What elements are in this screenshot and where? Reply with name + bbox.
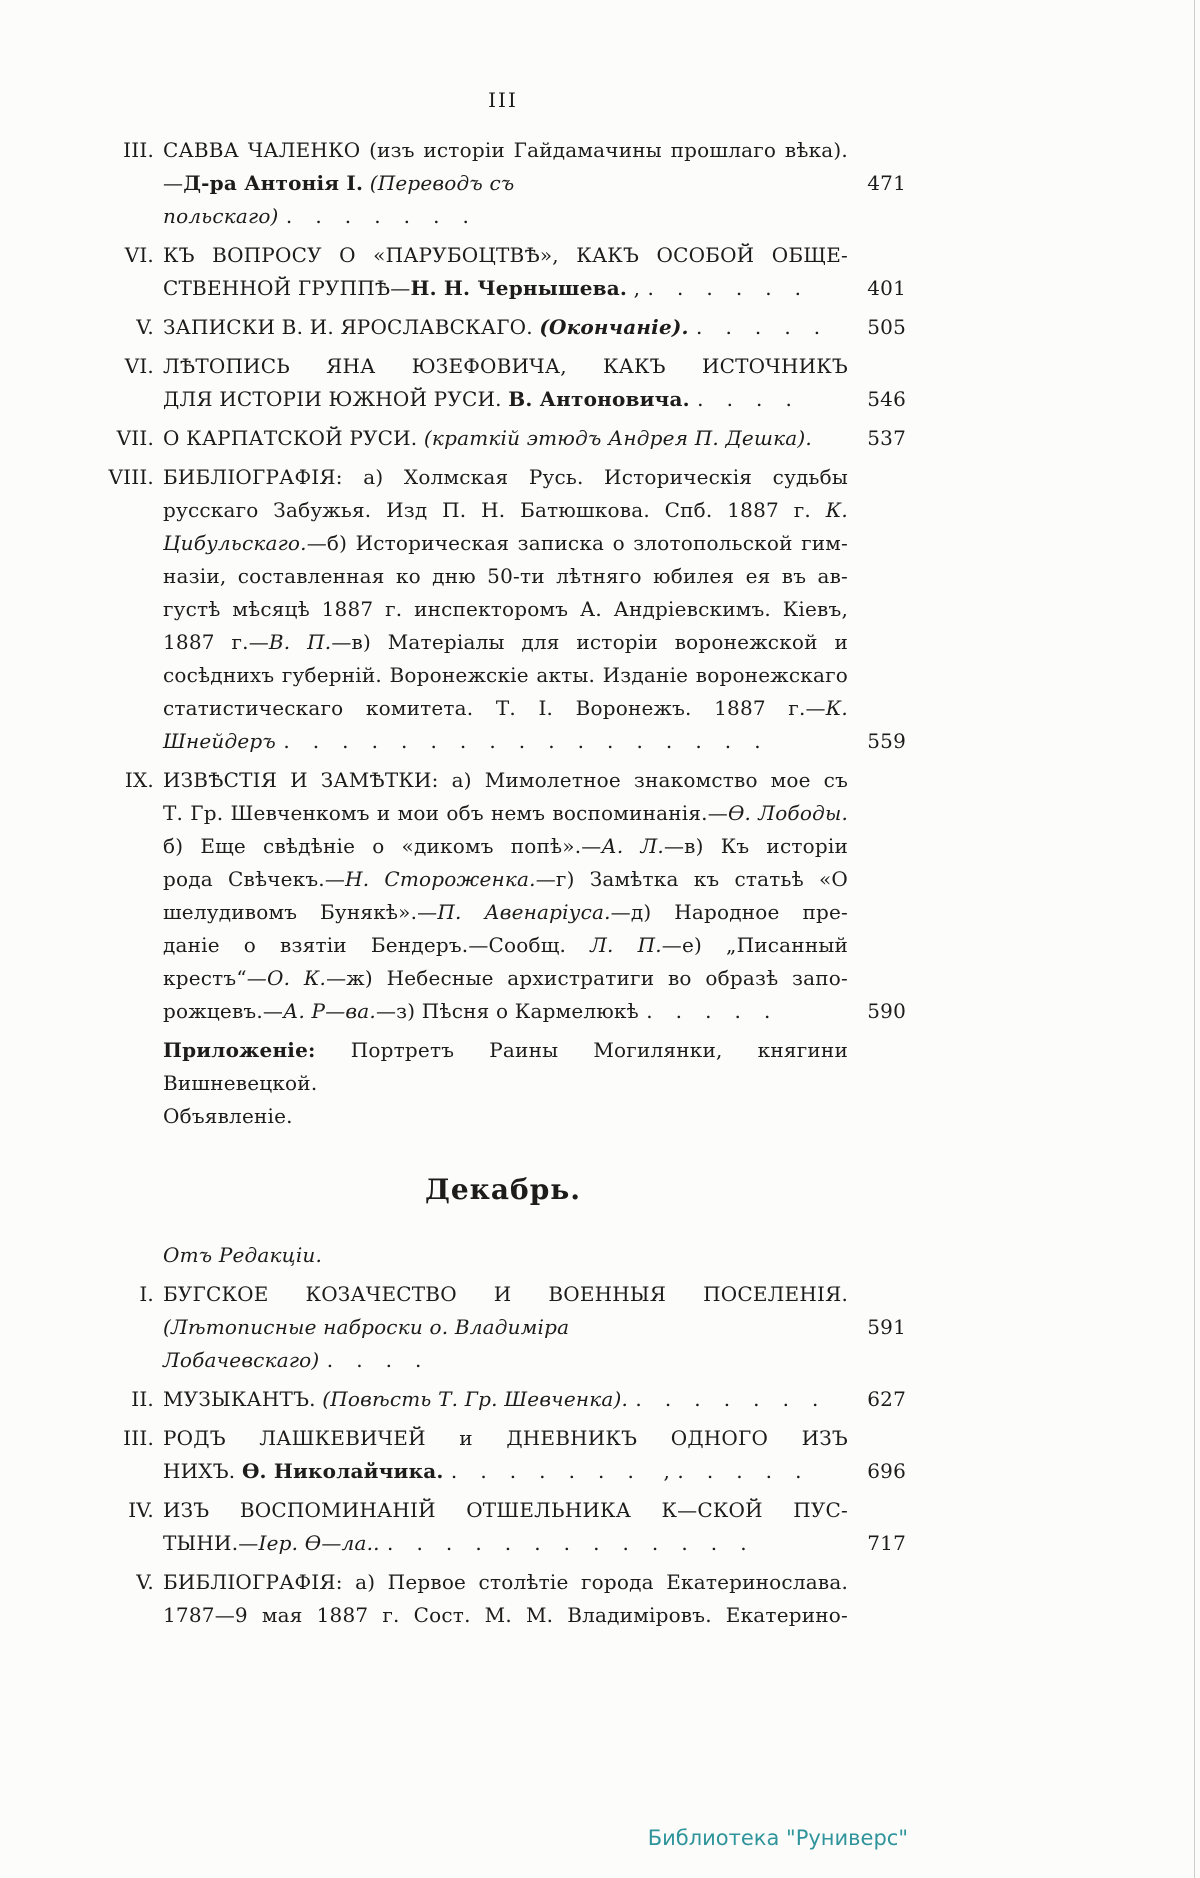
text-segment: Іер. Ѳ—ла.. (258, 1531, 380, 1555)
entry-page-number: 627 (867, 1387, 906, 1411)
toc-line (163, 134, 848, 167)
toc-line (163, 167, 906, 233)
toc-line (163, 962, 848, 995)
text-segment: К. (825, 696, 848, 720)
dot-leader: . . . . . (670, 1459, 825, 1483)
toc-line (163, 272, 906, 305)
toc-line (163, 764, 848, 797)
toc-line-text (163, 863, 848, 896)
dot-leader: . . . . . . (640, 276, 825, 300)
toc-line-text (163, 797, 848, 830)
text-segment: БИБЛІОГРАФІЯ: а) Холмская Русь. Историческія судьбы (163, 465, 848, 489)
text-segment: —б) Историческая записка о злотопольской гим- (306, 531, 848, 555)
toc-line (163, 494, 848, 527)
text-segment: сосѣднихъ губерній. Воронежскіе акты. Изданіе воронежскаго (163, 663, 848, 687)
text-segment: (Повѣсть Т. Гр. Шевченка). (322, 1387, 629, 1411)
text-segment: Отъ Редакціи. (163, 1243, 323, 1267)
toc-entry (100, 134, 906, 233)
toc-line-text (163, 239, 848, 272)
text-segment: , (627, 276, 641, 300)
toc-line-text (163, 593, 848, 626)
text-segment: б) Еще свѣдѣніе о «дикомъ попѣ».— (163, 834, 602, 858)
text-segment: САВВА ЧАЛЕНКО (изъ исторіи Гайдамачины прошлаго вѣка). (163, 138, 848, 162)
text-segment: КЪ ВОПРОСУ О «ПАРУБОЦТВѢ», КАКЪ ОСОБОЙ ОБЩЕ- (163, 243, 848, 267)
page-number: III (488, 88, 518, 112)
text-segment: Л. П. (590, 933, 662, 957)
dot-leader: . . . . (689, 387, 815, 411)
toc-line (163, 311, 906, 344)
text-segment: БУГСКОЕ КОЗАЧЕСТВО И ВОЕННЫЯ ПОСЕЛЕНІЯ. (163, 1282, 848, 1306)
toc-line (163, 1383, 906, 1416)
text-segment: русскаго Забужья. Изд П. Н. Батюшкова. Спб. 1887 г. (163, 498, 826, 522)
text-segment: К. (825, 498, 848, 522)
toc-entry (100, 1494, 906, 1560)
text-segment: Шнейдеръ (163, 729, 276, 753)
text-segment: — (163, 171, 184, 195)
text-segment: ДЛЯ ИСТОРІИ ЮЖНОЙ РУСИ. (163, 387, 509, 411)
entry-page-number: 537 (867, 426, 906, 450)
entry-roman-numeral: II. (131, 1387, 154, 1411)
toc-line-text (163, 134, 848, 167)
toc-entry (100, 311, 906, 344)
toc-line-text (163, 995, 848, 1028)
toc-entry (100, 1034, 906, 1133)
toc-line-text (163, 1383, 848, 1416)
text-segment: Приложеніе: (163, 1038, 316, 1062)
text-segment: Портретъ Раины Могилянки, княгини Вишневецкой. (163, 1038, 848, 1095)
toc-entry (100, 1566, 906, 1632)
toc-line-text (163, 1278, 848, 1311)
toc-line-text (163, 422, 848, 455)
toc-line (163, 797, 848, 830)
text-segment: Д-ра Антонія I. (183, 171, 364, 195)
toc-line-text (163, 350, 848, 383)
toc-line (163, 626, 848, 659)
entry-roman-numeral: VI. (124, 243, 154, 267)
entry-roman-numeral: VIII. (108, 465, 154, 489)
text-segment: Н. Н. Чернышева. (410, 276, 628, 300)
text-segment: —г) Замѣтка къ статьѣ «О (535, 867, 848, 891)
text-segment: РОДЪ ЛАШКЕВИЧЕЙ и ДНЕВНИКЪ ОДНОГО ИЗЪ (163, 1426, 848, 1450)
toc-line-text (163, 1494, 848, 1527)
text-segment: О. К. (266, 966, 327, 990)
toc-line (163, 1494, 848, 1527)
toc-line (163, 560, 848, 593)
dot-leader: . . . . . . . . . . . . . (379, 1531, 770, 1555)
text-segment: шелудивомъ Бунякѣ».— (163, 900, 438, 924)
toc-entry (100, 422, 906, 455)
text-segment: МУЗЫКАНТЪ. (163, 1387, 323, 1411)
dot-leader: . . . . . . . (278, 204, 492, 228)
toc-line-text (163, 1239, 848, 1272)
toc-line (163, 1599, 848, 1632)
entry-roman-numeral: VI. (124, 354, 154, 378)
toc-line-text (163, 461, 848, 494)
toc-line-text (163, 311, 848, 344)
toc-line-text (163, 167, 848, 233)
toc-entry (100, 1278, 906, 1377)
table-of-contents (100, 134, 906, 1632)
toc-line (163, 1100, 848, 1133)
toc-line (163, 239, 848, 272)
toc-line (163, 1239, 848, 1272)
toc-entry (100, 461, 906, 758)
toc-line-text (163, 692, 848, 725)
toc-line-text (163, 626, 848, 659)
text-segment: НИХЪ. (163, 1459, 242, 1483)
toc-line (163, 995, 906, 1028)
entry-page-number: 546 (867, 387, 906, 411)
toc-line-text (163, 1422, 848, 1455)
toc-line (163, 1422, 848, 1455)
text-segment: (краткій этюдъ Андрея П. Дешка). (423, 426, 812, 450)
toc-line-text (163, 1100, 848, 1133)
toc-entry (100, 350, 906, 416)
text-segment: —з) Пѣсня о Кармелюкѣ (375, 999, 639, 1023)
toc-line (163, 692, 848, 725)
toc-line (163, 1034, 848, 1100)
text-segment: ИЗВѢСТІЯ И ЗАМѢТКИ: а) Мимолетное знакомство мое съ (163, 768, 848, 792)
toc-line (163, 593, 848, 626)
scan-edge-artifact (1194, 0, 1195, 1878)
toc-entry (100, 239, 906, 305)
toc-line-text (163, 896, 848, 929)
entry-page-number: 505 (867, 315, 906, 339)
text-segment: —д) Народное пре- (610, 900, 848, 924)
text-segment: ИЗЪ ВОСПОМИНАНІЙ ОТШЕЛЬНИКА К—СКОЙ ПУС- (163, 1498, 848, 1522)
toc-line-text (163, 383, 848, 416)
text-segment: ЗАПИСКИ В. И. ЯРОСЛАВСКАГО. (163, 315, 540, 339)
text-segment: В. Антоновича. (508, 387, 690, 411)
toc-line-text (163, 272, 848, 305)
text-segment: 1787—9 мая 1887 г. Сост. М. М. Владиміровъ. Екатерино- (163, 1603, 848, 1627)
toc-line-text (163, 1599, 848, 1632)
entry-roman-numeral: V. (136, 1570, 154, 1594)
toc-line-text (163, 494, 848, 527)
toc-line-text (163, 764, 848, 797)
entry-roman-numeral: IX. (124, 768, 154, 792)
entry-roman-numeral: VII. (116, 426, 154, 450)
text-segment: рода Свѣчекъ.— (163, 867, 346, 891)
toc-line-text (163, 659, 848, 692)
text-segment: (Лѣтописные наброски о. Владиміра Лобачевскаго) (163, 1315, 570, 1372)
toc-line-text (163, 560, 848, 593)
toc-line-text (163, 929, 848, 962)
toc-line (163, 896, 848, 929)
entry-roman-numeral: III. (123, 1426, 154, 1450)
dot-leader: . . . . . . . . . . . . . . . . . (275, 729, 784, 753)
text-segment: А. Р—ва. (283, 999, 376, 1023)
section-heading: Декабрь. (424, 1173, 582, 1206)
entry-page-number: 471 (867, 171, 906, 195)
toc-line (163, 350, 848, 383)
toc-line (163, 1311, 906, 1377)
toc-line (163, 863, 848, 896)
entry-roman-numeral: IV. (128, 1498, 154, 1522)
text-segment: —в) Матеріалы для исторіи воронежской и (331, 630, 848, 654)
toc-entry (100, 1383, 906, 1416)
toc-entry (100, 1422, 906, 1488)
toc-line-text (163, 1527, 848, 1560)
text-segment: , (656, 1459, 671, 1483)
toc-line (163, 383, 906, 416)
text-segment: назіи, составленная ко дню 50-ти лѣтняго юбилея ея въ ав- (163, 564, 848, 588)
text-segment: даніе о взятіи Бендеръ.—Сообщ. (163, 933, 591, 957)
entry-page-number: 696 (867, 1459, 906, 1483)
text-segment: рожцевъ.— (163, 999, 284, 1023)
toc-line (163, 830, 848, 863)
toc-line-text (163, 527, 848, 560)
entry-roman-numeral: V. (136, 315, 154, 339)
text-segment: О КАРПАТСКОЙ РУСИ. (163, 426, 424, 450)
text-segment: (Окончаніе). (539, 315, 689, 339)
text-segment: густѣ мѣсяцѣ 1887 г. инспекторомъ А. Андріевскимъ. Кіевъ, (163, 597, 848, 621)
text-segment: СТВЕННОЙ ГРУППѢ— (163, 276, 411, 300)
text-segment: А. Л. (601, 834, 664, 858)
text-segment: Цибульскаго. (163, 531, 307, 555)
toc-line-text (163, 830, 848, 863)
text-segment: (Переводъ съ польскаго) (163, 171, 515, 228)
text-segment: ТЫНИ.— (163, 1531, 259, 1555)
text-segment: 1887 г.— (163, 630, 269, 654)
toc-line (163, 659, 848, 692)
text-segment: Т. Гр. Шевченкомъ и мои объ немъ воспоминанія.— (163, 801, 728, 825)
toc-line-text (163, 1455, 848, 1488)
toc-line (163, 1527, 906, 1560)
toc-line (163, 422, 906, 455)
dot-leader: . . . . (319, 1348, 445, 1372)
text-segment: статистическаго комитета. Т. I. Воронежъ. 1887 г.— (163, 696, 826, 720)
dot-leader: . . . . . . . (628, 1387, 842, 1411)
toc-line-text (163, 1311, 848, 1377)
text-segment: —е) „Писанный (661, 933, 848, 957)
dot-leader: . . . . . (638, 999, 794, 1023)
toc-entry (100, 1239, 906, 1272)
library-watermark: Библиотека "Руниверс" (647, 1826, 908, 1850)
text-segment: крестъ“— (163, 966, 267, 990)
toc-line-text (163, 725, 848, 758)
entry-page-number: 559 (867, 729, 906, 753)
toc-line (163, 929, 848, 962)
toc-line (163, 1566, 848, 1599)
toc-line-text (163, 962, 848, 995)
toc-line-text (163, 1566, 848, 1599)
entry-page-number: 717 (867, 1531, 906, 1555)
text-segment: П. Авенаріуса. (437, 900, 611, 924)
toc-line (163, 1455, 906, 1488)
toc-line (163, 1278, 848, 1311)
text-segment: БИБЛІОГРАФІЯ: а) Первое столѣтіе города Екатеринослава. (163, 1570, 848, 1594)
toc-line (163, 725, 906, 758)
text-segment: В. П. (268, 630, 332, 654)
toc-line (163, 527, 848, 560)
entry-page-number: 590 (867, 999, 906, 1023)
text-segment: Ѳ. Николайчика. (241, 1459, 444, 1483)
text-segment: Ѳ. Лободы. (727, 801, 849, 825)
text-segment: ЛѢТОПИСЬ ЯНА ЮЗЕФОВИЧА, КАКЪ ИСТОЧНИКЪ (163, 354, 848, 378)
dot-leader: . . . . . (688, 315, 844, 339)
text-segment: —ж) Небесные архистратиги во образѣ запо- (326, 966, 848, 990)
entry-roman-numeral: III. (123, 138, 154, 162)
text-segment: —в) Къ исторіи (663, 834, 848, 858)
toc-line-text (163, 1034, 848, 1100)
entry-page-number: 401 (867, 276, 906, 300)
toc-entry (100, 764, 906, 1028)
text-segment: Н. Стороженка. (345, 867, 536, 891)
dot-leader: . . . . . . . (443, 1459, 657, 1483)
entry-page-number: 591 (867, 1315, 906, 1339)
entry-roman-numeral: I. (139, 1282, 154, 1306)
toc-line (163, 461, 848, 494)
text-segment: Объявленіе. (163, 1104, 293, 1128)
